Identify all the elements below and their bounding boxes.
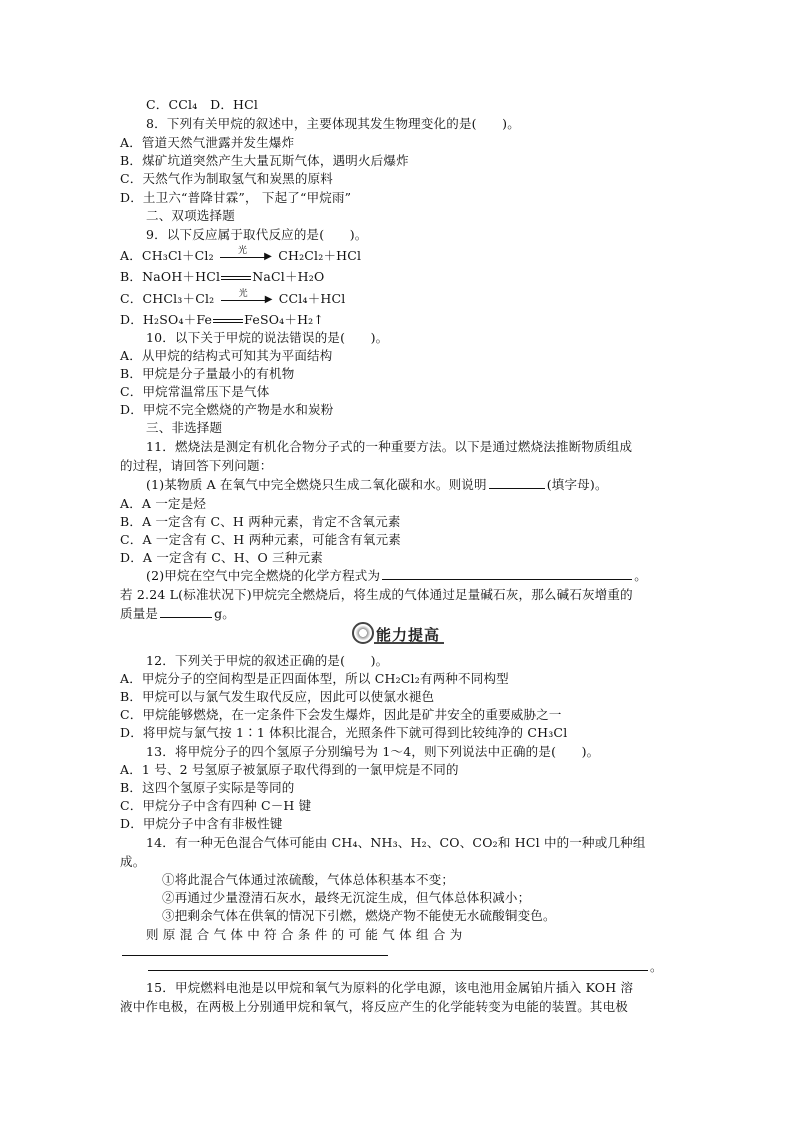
condition-line: ②再通过少量澄清石灰水，最终无沉淀生成，但气体总体积减小；	[162, 890, 531, 905]
section-banner	[352, 622, 444, 646]
question-14-cont: 成。	[120, 854, 146, 869]
section-heading: 二、双项选择题	[146, 208, 235, 223]
option-line: A．管道天然气泄露并发生爆炸	[120, 135, 295, 150]
equation-d	[120, 311, 324, 329]
question-15-cont: 液中作电极，在两极上分别通甲烷和氧气，将反应产生的化学能转变为电能的装置。其电极	[120, 999, 629, 1014]
answer-blank[interactable]	[122, 943, 388, 956]
option-line: B．甲烷是分子量最小的有机物	[120, 366, 295, 381]
option-line: D．甲烷不完全燃烧的产物是水和炭粉	[120, 402, 334, 417]
equation-b	[120, 268, 324, 286]
option-line: C．甲烷分子中含有四种 C－H 键	[120, 798, 312, 813]
question-11-part2: (2)甲烷在空气中完全燃烧的化学方程式为 。	[146, 568, 647, 583]
option-line: A．A 一定是烃	[120, 496, 207, 511]
option-line: D．土卫六“普降甘霖”， 下起了“甲烷雨”	[120, 190, 352, 205]
equation-reactants: B．NaOH＋HCl	[120, 269, 221, 284]
question-13: 13．将甲烷分子的四个氢原子分别编号为 1～4，则下列说法中正确的是( )。	[146, 744, 600, 759]
section-heading: 三、非选择题	[146, 420, 223, 435]
reaction-arrow-icon: 光 ▶	[220, 251, 272, 263]
equation-reactants: D．H₂SO₄＋Fe	[120, 312, 213, 327]
option-line: C．天然气作为制取氢气和炭黑的原料	[120, 171, 333, 186]
option-line: C．甲烷常温常压下是气体	[120, 384, 270, 399]
answer-blank-row: 。	[146, 958, 663, 976]
question-14-answer-lead: 则 原 混 合 气 体 中 符 合 条 件 的 可 能 气 体 组 合 为	[146, 927, 463, 942]
option-line: C．A 一定含有 C、H 两种元素，可能含有氧元素	[120, 532, 401, 547]
question-10: 10．以下关于甲烷的说法错误的是( )。	[146, 330, 389, 345]
option-line: D．甲烷分子中含有非极性键	[120, 816, 283, 831]
equation-products: NaCl＋H₂O	[252, 269, 325, 284]
question-11-part2-end: 质量是 g。	[120, 606, 236, 621]
option-line: D．将甲烷与氯气按 1∶1 体积比混合，光照条件下就可得到比较纯净的 CH₃Cl	[120, 725, 568, 740]
equation-a	[120, 247, 361, 265]
condition-line: ①将此混合气体通过浓硫酸，气体总体积基本不变；	[162, 872, 455, 887]
question-14: 14．有一种无色混合气体可能由 CH₄、NH₃、H₂、CO、CO₂和 HCl 中的一种或几种组	[146, 835, 646, 850]
condition-line: ③把剩余气体在供氧的情况下引燃，燃烧产物不能使无水硫酸铜变色。	[162, 908, 556, 923]
option-line: B．A 一定含有 C、H 两种元素，肯定不含氧元素	[120, 514, 401, 529]
option-line: B．甲烷可以与氯气发生取代反应，因此可以使氯水褪色	[120, 689, 435, 704]
light-label: 光	[238, 288, 248, 299]
equation-c	[120, 290, 345, 308]
reaction-arrow-icon: 光 ▶	[221, 294, 273, 306]
equation-products: CCl₄＋HCl	[278, 291, 346, 306]
question-12: 12．下列关于甲烷的叙述正确的是( )。	[146, 653, 389, 668]
question-11-part2-cont: 若 2.24 L(标准状况下)甲烷完全燃烧后，将生成的气体通过足量碱石灰，那么碱石灰增重的	[120, 587, 633, 602]
option-line: D．A 一定含有 C、H、O 三种元素	[120, 550, 323, 565]
equation-products: CH₂Cl₂＋HCl	[278, 248, 362, 263]
question-9: 9．以下反应属于取代反应的是( )。	[146, 227, 368, 242]
option-line: C．CCl₄ D．HCl	[146, 97, 259, 112]
option-line: B．这四个氢原子实际是等同的	[120, 780, 295, 795]
equation-reactants: A．CH₃Cl＋Cl₂	[120, 248, 214, 263]
option-line: A．甲烷分子的空间构型是正四面体型，所以 CH₂Cl₂有两种不同构型	[120, 671, 509, 686]
answer-blank[interactable]	[489, 476, 545, 489]
option-line: A．从甲烷的结构式可知其为平面结构	[120, 348, 333, 363]
equals-sign-icon	[221, 273, 251, 283]
equation-products: FeSO₄＋H₂↑	[244, 312, 325, 327]
question-11-cont: 的过程，请回答下列问题：	[120, 458, 273, 473]
equation-reactants: C．CHCl₃＋Cl₂	[120, 291, 215, 306]
option-line: B．煤矿坑道突然产生大量瓦斯气体，遇明火后爆炸	[120, 153, 409, 168]
light-label: 光	[238, 245, 248, 256]
answer-blank[interactable]	[160, 605, 212, 618]
option-line: A．1 号、2 号氢原子被氯原子取代得到的一氯甲烷是不同的	[120, 762, 459, 777]
answer-blank[interactable]	[382, 567, 632, 580]
option-line: C．甲烷能够燃烧，在一定条件下会发生爆炸，因此是矿井安全的重要威胁之一	[120, 707, 562, 722]
question-11-part1: (1)某物质 A 在氧气中完全燃烧只生成二氧化碳和水。则说明 (填字母)。	[146, 477, 608, 492]
equals-sign-icon	[213, 316, 243, 326]
answer-blank[interactable]	[148, 958, 648, 971]
question-15: 15．甲烷燃料电池是以甲烷和氧气为原料的化学电源，该电池用金属铂片插入 KOH 溶	[146, 980, 634, 995]
question-11: 11．燃烧法是测定有机化合物分子式的一种重要方法。以下是通过燃烧法推断物质组成	[146, 439, 633, 454]
question-8: 8．下列有关甲烷的叙述中，主要体现其发生物理变化的是( )。	[146, 116, 520, 131]
banner-title: 能力提高	[376, 626, 441, 644]
gear-emblem-icon	[352, 622, 374, 644]
